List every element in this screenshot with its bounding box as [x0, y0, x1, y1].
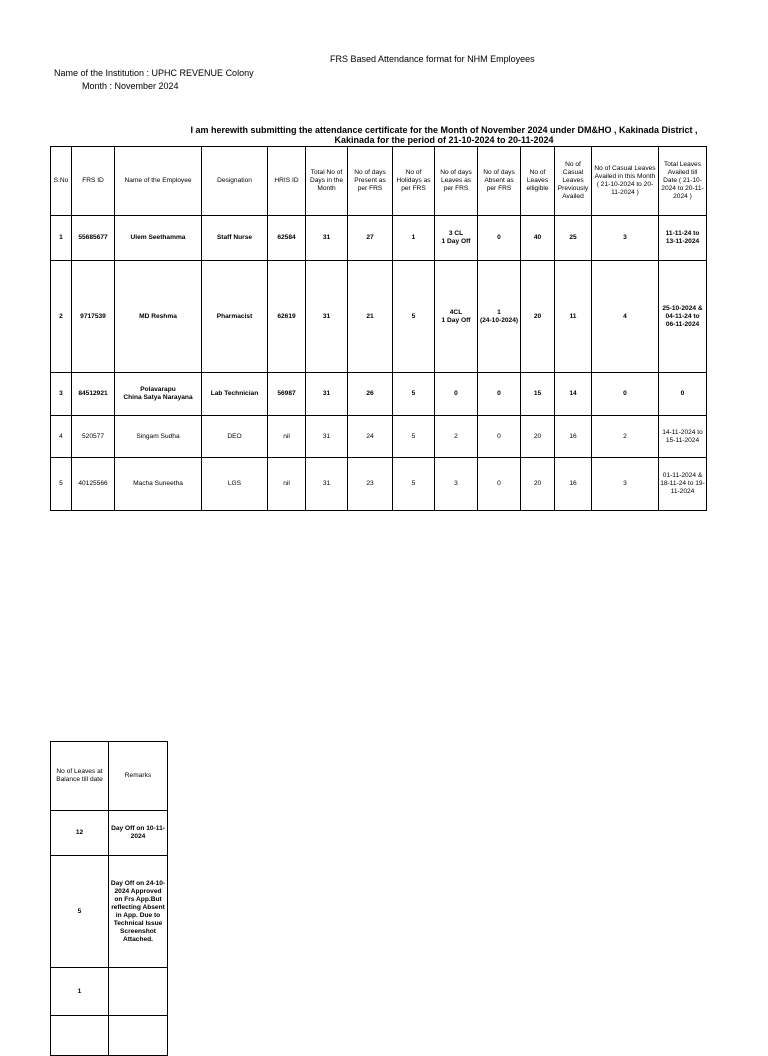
- table-row: [51, 1016, 168, 1056]
- cell-absent: 0: [478, 373, 521, 416]
- cell-employee-name: Singam Sudha: [115, 416, 202, 458]
- leave-balance-remarks-table: [50, 741, 168, 1056]
- cell-leaves-eligible: 15: [521, 373, 555, 416]
- header-leaves-eligible: No of Leaves elligible: [521, 147, 555, 216]
- cell-leave-balance: [51, 1016, 109, 1056]
- table-row: [51, 458, 707, 511]
- cell-absent: 0: [478, 416, 521, 458]
- cell-frs-id: 55685677: [72, 216, 115, 261]
- table-row: [51, 968, 168, 1016]
- cell-leave-balance: 5: [51, 856, 109, 968]
- cell-frs-id: 84512921: [72, 373, 115, 416]
- cell-designation: Pharmacist: [202, 261, 268, 373]
- table-header-row: [51, 742, 168, 811]
- table-row: [51, 373, 707, 416]
- report-month: Month : November 2024: [82, 81, 179, 91]
- cell-remarks: Day Off on 24-10-2024 Approved on Frs App.But reflecting Absent in App. Due to Technical Issue Screenshot Attached.: [109, 856, 168, 968]
- cell-total-days: 31: [306, 458, 348, 511]
- cell-leaves: 3 CL 1 Day Off: [435, 216, 478, 261]
- certificate-statement-line-1: I am herewith submitting the attendance certificate for the Month of November 2024 under DM&HO , Kakinada District ,: [190, 125, 698, 135]
- header-remarks: Remarks: [109, 742, 168, 811]
- cell-holidays: 5: [393, 416, 435, 458]
- cell-cl-previously-availed: 11: [555, 261, 592, 373]
- cell-leaves-eligible: 40: [521, 216, 555, 261]
- document-title: FRS Based Attendance format for NHM Employees: [330, 54, 535, 64]
- cell-leaves: 4CL 1 Day Off: [435, 261, 478, 373]
- table-row: [51, 216, 707, 261]
- cell-absent: 0: [478, 458, 521, 511]
- cell-cl-availed-this-month: 3: [592, 458, 659, 511]
- cell-frs-id: 9717539: [72, 261, 115, 373]
- cell-total-leaves-availed: 14-11-2024 to 15-11-2024: [659, 416, 707, 458]
- cell-sno: 3: [51, 373, 72, 416]
- cell-frs-id: 40125566: [72, 458, 115, 511]
- table-header-row: [51, 147, 707, 216]
- header-holidays: No of Holidays as per FRS: [393, 147, 435, 216]
- cell-frs-id: 520577: [72, 416, 115, 458]
- header-employee-name: Name of the Employee: [115, 147, 202, 216]
- cell-holidays: 1: [393, 216, 435, 261]
- header-days-present: No of days Present as per FRS: [348, 147, 393, 216]
- cell-hris-id: 62584: [268, 216, 306, 261]
- table-row: [51, 416, 707, 458]
- cell-holidays: 5: [393, 458, 435, 511]
- cell-sno: 1: [51, 216, 72, 261]
- header-total-leaves-availed: Total Leaves Availed till Date ( 21-10-2024 to 20-11-2024 ): [659, 147, 707, 216]
- cell-cl-availed-this-month: 4: [592, 261, 659, 373]
- certificate-statement-line-2: Kakinada for the period of 21-10-2024 to 20-11-2024: [334, 135, 554, 145]
- cell-days-present: 23: [348, 458, 393, 511]
- cell-holidays: 5: [393, 261, 435, 373]
- cell-designation: DEO: [202, 416, 268, 458]
- header-cl-previously-availed: No of Casual Leaves Previously Availed: [555, 147, 592, 216]
- header-leave-balance: No of Leaves at Balance till date: [51, 742, 109, 811]
- cell-employee-name: Macha Suneetha: [115, 458, 202, 511]
- cell-days-present: 26: [348, 373, 393, 416]
- cell-employee-name: MD Reshma: [115, 261, 202, 373]
- header-cl-availed-this-month: No of Casual Leaves Availed in this Month ( 21-10-2024 to 20-11-2024 ): [592, 147, 659, 216]
- header-leaves: No of days Leaves as per FRS: [435, 147, 478, 216]
- cell-designation: Lab Technician: [202, 373, 268, 416]
- cell-total-leaves-availed: 01-11-2024 & 18-11-24 to 19-11-2024: [659, 458, 707, 511]
- header-hris-id: HRIS ID: [268, 147, 306, 216]
- cell-employee-name: Ulem Seethamma: [115, 216, 202, 261]
- attendance-table: [50, 146, 707, 511]
- cell-total-leaves-availed: 25-10-2024 & 04-11-24 to 06-11-2024: [659, 261, 707, 373]
- cell-total-days: 31: [306, 416, 348, 458]
- cell-leaves: 2: [435, 416, 478, 458]
- cell-leave-balance: 12: [51, 811, 109, 856]
- institution-name: Name of the Institution : UPHC REVENUE Colony: [54, 68, 254, 78]
- cell-total-leaves-availed: 0: [659, 373, 707, 416]
- table-row: [51, 811, 168, 856]
- cell-leaves-eligible: 20: [521, 458, 555, 511]
- cell-remarks: Day Off on 10-11-2024: [109, 811, 168, 856]
- cell-leaves: 0: [435, 373, 478, 416]
- cell-absent: 0: [478, 216, 521, 261]
- table-row: [51, 856, 168, 968]
- cell-remarks: [109, 968, 168, 1016]
- cell-designation: Staff Nurse: [202, 216, 268, 261]
- cell-cl-previously-availed: 25: [555, 216, 592, 261]
- cell-sno: 2: [51, 261, 72, 373]
- cell-hris-id: nil: [268, 458, 306, 511]
- cell-cl-availed-this-month: 3: [592, 216, 659, 261]
- cell-cl-previously-availed: 16: [555, 458, 592, 511]
- header-sno: S.No: [51, 147, 72, 216]
- cell-absent: 1 (24-10-2024): [478, 261, 521, 373]
- cell-holidays: 5: [393, 373, 435, 416]
- cell-cl-availed-this-month: 0: [592, 373, 659, 416]
- cell-hris-id: 62619: [268, 261, 306, 373]
- cell-total-days: 31: [306, 216, 348, 261]
- cell-leaves-eligible: 20: [521, 416, 555, 458]
- cell-cl-availed-this-month: 2: [592, 416, 659, 458]
- cell-leaves: 3: [435, 458, 478, 511]
- cell-leaves-eligible: 20: [521, 261, 555, 373]
- header-total-days: Total No of Days in the Month: [306, 147, 348, 216]
- cell-days-present: 24: [348, 416, 393, 458]
- cell-sno: 5: [51, 458, 72, 511]
- cell-hris-id: nil: [268, 416, 306, 458]
- header-designation: Designation: [202, 147, 268, 216]
- cell-employee-name: Polavarapu China Satya Narayana: [115, 373, 202, 416]
- table-row: [51, 261, 707, 373]
- cell-leave-balance: 1: [51, 968, 109, 1016]
- cell-cl-previously-availed: 16: [555, 416, 592, 458]
- cell-designation: LGS: [202, 458, 268, 511]
- cell-remarks: [109, 1016, 168, 1056]
- cell-sno: 4: [51, 416, 72, 458]
- cell-hris-id: 56987: [268, 373, 306, 416]
- cell-days-present: 27: [348, 216, 393, 261]
- cell-days-present: 21: [348, 261, 393, 373]
- header-absent: No of days Absent as per FRS: [478, 147, 521, 216]
- header-frs-id: FRS ID: [72, 147, 115, 216]
- cell-total-days: 31: [306, 261, 348, 373]
- cell-cl-previously-availed: 14: [555, 373, 592, 416]
- cell-total-days: 31: [306, 373, 348, 416]
- cell-total-leaves-availed: 11-11-24 to 13-11-2024: [659, 216, 707, 261]
